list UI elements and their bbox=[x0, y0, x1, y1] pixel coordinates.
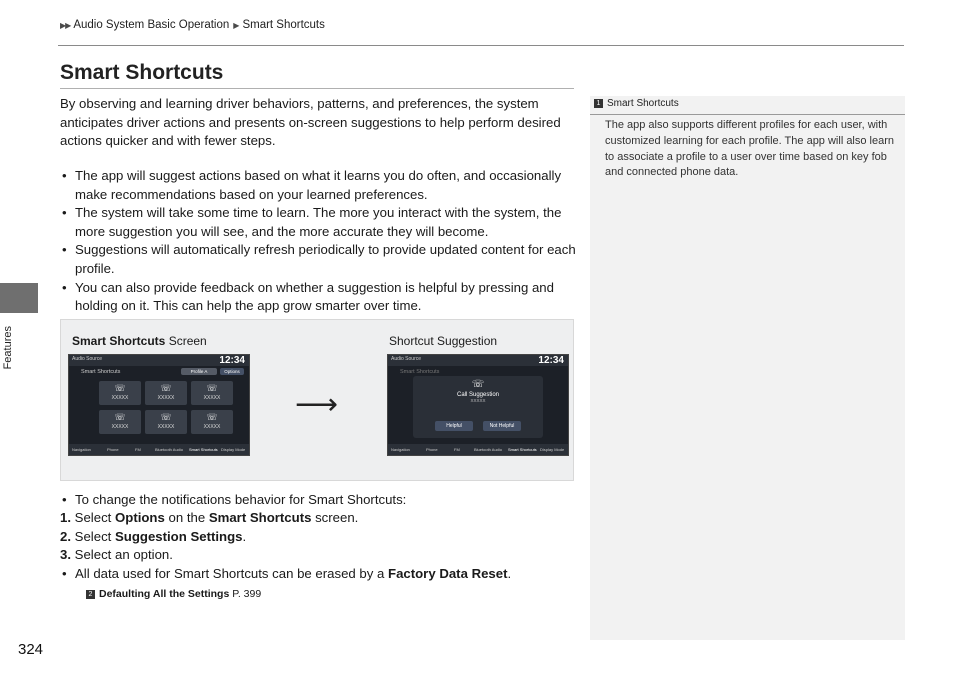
cross-reference-link[interactable] bbox=[60, 585, 511, 603]
nav-item: Navigation bbox=[72, 447, 91, 452]
screen-status-bar bbox=[388, 355, 568, 366]
figure-label-right: Shortcut Suggestion bbox=[389, 334, 498, 348]
smart-shortcuts-term: Smart Shortcuts bbox=[208, 510, 312, 526]
nav-item: Phone bbox=[426, 447, 438, 452]
nav-item: Display Mode bbox=[221, 447, 246, 452]
note-marker-icon: 1 bbox=[594, 99, 603, 108]
breadcrumb-separator-icon: ▶ bbox=[233, 20, 240, 30]
bullet-item: • The app will suggest actions based on what it learns you do often, and occasionally make recommendations based on your learned preferences. bbox=[60, 167, 580, 204]
nav-item: Phone bbox=[107, 447, 119, 452]
phone-icon: ☏ bbox=[160, 383, 172, 393]
figure-label-left-bold: Smart Shortcuts bbox=[72, 334, 166, 348]
phone-icon: ☏ bbox=[471, 379, 485, 390]
shortcut-suggestion-screen-image bbox=[387, 354, 569, 456]
step-3 bbox=[60, 546, 511, 564]
smart-shortcuts-screen-image bbox=[68, 354, 250, 456]
reference-title: Defaulting All the Settings bbox=[99, 588, 230, 601]
profile-pill: Profile A bbox=[181, 368, 217, 375]
tile-label: XXXXX bbox=[111, 424, 129, 430]
options-term: Options bbox=[115, 510, 165, 526]
tile-label: XXXXX bbox=[203, 424, 221, 430]
section-side-label: Features bbox=[2, 326, 14, 370]
bullet-item: • The system will take some time to learn. The more you interact with the system, the more suggestion you will see, and the more accurate they will become. bbox=[60, 204, 580, 241]
intro-paragraph: By observing and learning driver behaviors, patterns, and preferences, the system anticipates driver actions and presents on-screen suggestions to help perform desired actions quicker and with fewer steps. bbox=[60, 96, 561, 149]
phone-icon: ☏ bbox=[160, 412, 172, 422]
step-text: All data used for Smart Shortcuts can be erased by a bbox=[75, 565, 389, 581]
nav-item: Bluetooth Audio bbox=[474, 447, 503, 452]
breadcrumb-item-audio-basics[interactable]: Audio System Basic Operation bbox=[73, 19, 230, 31]
phone-icon: ☏ bbox=[114, 412, 126, 422]
figure-label-left-rest: Screen bbox=[165, 334, 207, 348]
shortcut-tile bbox=[145, 381, 187, 405]
settings-steps bbox=[60, 491, 511, 603]
screen-clock: 12:34 bbox=[538, 355, 564, 366]
tile-label: XXXXX bbox=[111, 395, 129, 401]
nav-item: FM bbox=[135, 447, 141, 452]
shortcut-tile bbox=[99, 381, 141, 405]
phone-icon: ☏ bbox=[206, 383, 218, 393]
step-text: on the bbox=[164, 510, 209, 526]
screen-nav-bar bbox=[69, 444, 249, 455]
screen-title: Smart Shortcuts bbox=[81, 369, 121, 375]
step-text: Select bbox=[74, 528, 115, 544]
figure-label-left bbox=[72, 334, 207, 348]
step-text: . bbox=[507, 565, 512, 581]
audio-source-label: Audio Source bbox=[72, 356, 103, 362]
breadcrumb-item-smart-shortcuts[interactable]: Smart Shortcuts bbox=[242, 19, 325, 31]
tile-label: XXXXX bbox=[203, 395, 221, 401]
note-divider bbox=[590, 114, 905, 115]
note-heading bbox=[594, 98, 679, 109]
step-text: Select bbox=[74, 510, 115, 526]
header-divider bbox=[58, 45, 904, 46]
page-number: 324 bbox=[18, 641, 44, 658]
suggestion-settings-term: Suggestion Settings bbox=[115, 528, 243, 544]
shortcut-tile bbox=[191, 410, 233, 434]
audio-source-label: Audio Source bbox=[391, 356, 422, 362]
step-text: screen. bbox=[311, 510, 359, 526]
page-title: Smart Shortcuts bbox=[60, 61, 224, 84]
suggestion-title: Call Suggestion bbox=[456, 392, 500, 398]
reference-page: P. 399 bbox=[229, 588, 262, 601]
nav-item: Smart Shortcuts bbox=[189, 447, 218, 452]
reference-icon: 2 bbox=[86, 590, 95, 599]
note-heading-text: Smart Shortcuts bbox=[607, 98, 679, 109]
nav-item: Bluetooth Audio bbox=[155, 447, 184, 452]
feature-bullet-list bbox=[60, 167, 580, 316]
shortcut-tile bbox=[99, 410, 141, 434]
note-body: The app also supports different profiles for each user, with customized learning for each profile. The app will also learn to associate a profile to a user over time based on key fob and connected phone data. bbox=[605, 119, 895, 179]
step-number: 3. bbox=[60, 547, 71, 563]
factory-data-reset-term: Factory Data Reset bbox=[388, 565, 508, 581]
side-note-panel bbox=[590, 96, 905, 640]
screen-nav-bar bbox=[388, 444, 568, 455]
bullet-item: • Suggestions will automatically refresh periodically to provide updated content for each profile. bbox=[60, 241, 580, 278]
title-divider bbox=[60, 88, 574, 89]
tile-label: XXXXX bbox=[157, 395, 175, 401]
step-text: Select an option. bbox=[74, 547, 173, 563]
shortcut-tile bbox=[191, 381, 233, 405]
shortcut-tile bbox=[145, 410, 187, 434]
nav-item: Smart Shortcuts bbox=[508, 447, 537, 452]
suggestion-contact: XXXXX bbox=[470, 398, 486, 403]
screen-status-bar bbox=[69, 355, 249, 366]
tile-label: XXXXX bbox=[157, 424, 175, 430]
steps-intro: • To change the notifications behavior for Smart Shortcuts: bbox=[60, 491, 511, 509]
section-tab-marker bbox=[0, 283, 38, 313]
not-helpful-button: Not Helpful bbox=[483, 421, 521, 431]
right-arrow-icon: ⟶ bbox=[295, 388, 339, 421]
step-text: . bbox=[242, 528, 247, 544]
breadcrumb-arrow-icon: ▶▶ bbox=[60, 20, 71, 30]
options-pill: Options bbox=[220, 368, 244, 375]
screen-clock: 12:34 bbox=[219, 355, 245, 366]
screen-illustration bbox=[60, 319, 574, 481]
step-1 bbox=[60, 509, 511, 527]
suggestion-dialog bbox=[413, 376, 543, 438]
nav-item: Display Mode bbox=[540, 447, 565, 452]
breadcrumb bbox=[60, 19, 325, 31]
step-number: 1. bbox=[60, 510, 71, 526]
nav-item: Navigation bbox=[391, 447, 410, 452]
bullet-item: • You can also provide feedback on whether a suggestion is helpful by pressing and holding on it. This can help the app grow smarter over time. bbox=[60, 279, 580, 316]
factory-reset-note bbox=[60, 565, 511, 583]
step-2 bbox=[60, 528, 511, 546]
nav-item: FM bbox=[454, 447, 460, 452]
phone-icon: ☏ bbox=[114, 383, 126, 393]
helpful-button: Helpful bbox=[435, 421, 473, 431]
phone-icon: ☏ bbox=[206, 412, 218, 422]
screen-title: Smart Shortcuts bbox=[400, 369, 440, 375]
step-number: 2. bbox=[60, 528, 71, 544]
